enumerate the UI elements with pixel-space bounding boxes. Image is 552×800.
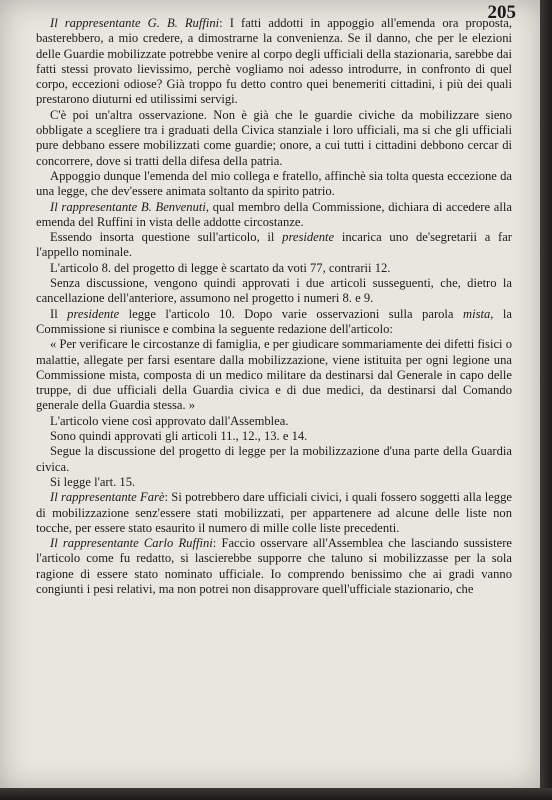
speaker-name: presidente xyxy=(282,230,335,245)
paragraph-text: Essendo insorta questione sull'articolo, il xyxy=(50,230,283,245)
paragraph xyxy=(36,276,512,307)
paragraph xyxy=(36,414,512,429)
paragraph-text: L'articolo 8. del progetto di legge è scartato da voti 77, contrarii 12. xyxy=(50,260,391,275)
paragraph xyxy=(36,200,512,231)
speaker-name: Il rappresentante Carlo Ruffini xyxy=(50,536,213,551)
page-edge-shadow xyxy=(540,0,552,800)
paragraph-text: , qual membro della Commissione, dichiara di accedere alla emenda del Ruffini in vista delle addotte circostanze. xyxy=(36,199,512,229)
paragraph xyxy=(36,307,512,338)
paragraph-text: Si legge l'art. 15. xyxy=(50,474,136,489)
paragraph-text: : Faccio osservare all'Assemblea che lasciando sussistere l'articolo come fu redatto, si lascierebbe supporre che taluno si mobilizzasse per la sola ragione di essere stato nominato ufficiale. Io comprendo benissimo che ai gradi vanno congiunti i pesi relativi, ma non potrei non disapprovare quell'ufficiale stazionario, che xyxy=(36,536,512,596)
paragraph-text: : Si potrebbero dare ufficiali civici, i quali fossero soggetti alla legge di mobilizzazione senz'essere stati mobilizzati, per appartenere ad alcune delle liste non tocche, per essere stato esaurito il numero di mille colle liste precedenti. xyxy=(36,490,512,535)
page-edge-shadow xyxy=(0,788,552,800)
speaker-name: Il rappresentante Farè xyxy=(50,490,165,505)
document-body xyxy=(36,16,512,597)
page-number: 205 xyxy=(487,2,516,23)
paragraph xyxy=(36,475,512,490)
paragraph-text: C'è poi un'altra osservazione. Non è già che le guardie civiche da mobilizzare sieno obbligate a scegliere tra i graduati della Civica stanziale i loro ufficiali, ma si che gli ufficiali pure debbano essere mobilizzati come guardie; onore, a cui tutti i cittadini debbono cercar di concorrere, dove si tratti della difesa della patria. xyxy=(36,107,512,168)
speaker-name: Il rappresentante B. Benvenuti xyxy=(50,199,206,214)
paragraph-text: L'articolo viene così approvato dall'Assemblea. xyxy=(50,413,289,428)
paragraph-text: Senza discussione, vengono quindi approvati i due articoli susseguenti, che, dietro la cancellazione dell'anteriore, assumono nel progetto i numeri 8. e 9. xyxy=(36,276,512,306)
paragraph-text: legge l'articolo 10. Dopo varie osservazioni sulla parola xyxy=(119,306,463,321)
paragraph xyxy=(36,261,512,276)
paragraph xyxy=(36,16,512,108)
paragraph-text: Segue la discussione del progetto di legge per la mobilizzazione d'una parte della Guardia civica. xyxy=(36,444,512,474)
paragraph-text: , la Commissione si riunisce e combina la seguente redazione dell'articolo: xyxy=(36,306,513,336)
paragraph xyxy=(36,444,512,475)
paragraph-text: : I fatti addotti in appoggio all'emenda ora proposta, basterebbero, a mio credere, a dimostrarne la convenienza. Se il danno, che per le elezioni delle Guardie mobilizzate potrebbe venire al corpo degli ufficiali della stazionaria, sarebbe dai fatti stessi provato lievissimo, perchè vogliamo noi adesso introdurre, in confronto di quel corpo, eccezioni odiose? Già troppo fu detto contro quei benemeriti cittadini, i più dei quali prestarono diuturni ed utilissimi servigi. xyxy=(36,16,513,107)
paragraph-text: « Per verificare le circostanze di famiglia, e per giudicare sommariamente dei difetti fisici o malattie, allegate per farsi esentare dalla mobilizzazione, viene istituita per ogni legione una Commissione mista, composta di un medico militare da destinarsi dal Generale in capo delle truppe, di due ufficiali della Guardia civica e di due medici, da destinarsi dal Comando generale della Guardia stessa. » xyxy=(36,337,512,413)
paragraph xyxy=(36,230,512,261)
paragraph-text: Il xyxy=(50,306,68,321)
paragraph xyxy=(36,169,512,200)
paragraph xyxy=(36,490,512,536)
speaker-name: presidente xyxy=(67,306,120,321)
paragraph-text: Sono quindi approvati gli articoli 11., 12., 13. e 14. xyxy=(50,429,308,444)
paragraph xyxy=(36,108,512,169)
paragraph xyxy=(36,536,512,597)
quoted-article xyxy=(36,337,512,413)
emphasis-word: mista xyxy=(463,306,491,321)
paragraph-text: incarica uno de'segretarii a far l'appello nominale. xyxy=(36,230,512,260)
paragraph-text: Appoggio dunque l'emenda del mio collega e fratello, affinchè sia tolta questa eccezione da una legge, che dev'essere animata soltanto da spirito patrio. xyxy=(36,168,512,199)
speaker-name: Il rappresentante G. B. Ruffini xyxy=(50,16,220,30)
paragraph xyxy=(36,429,512,444)
